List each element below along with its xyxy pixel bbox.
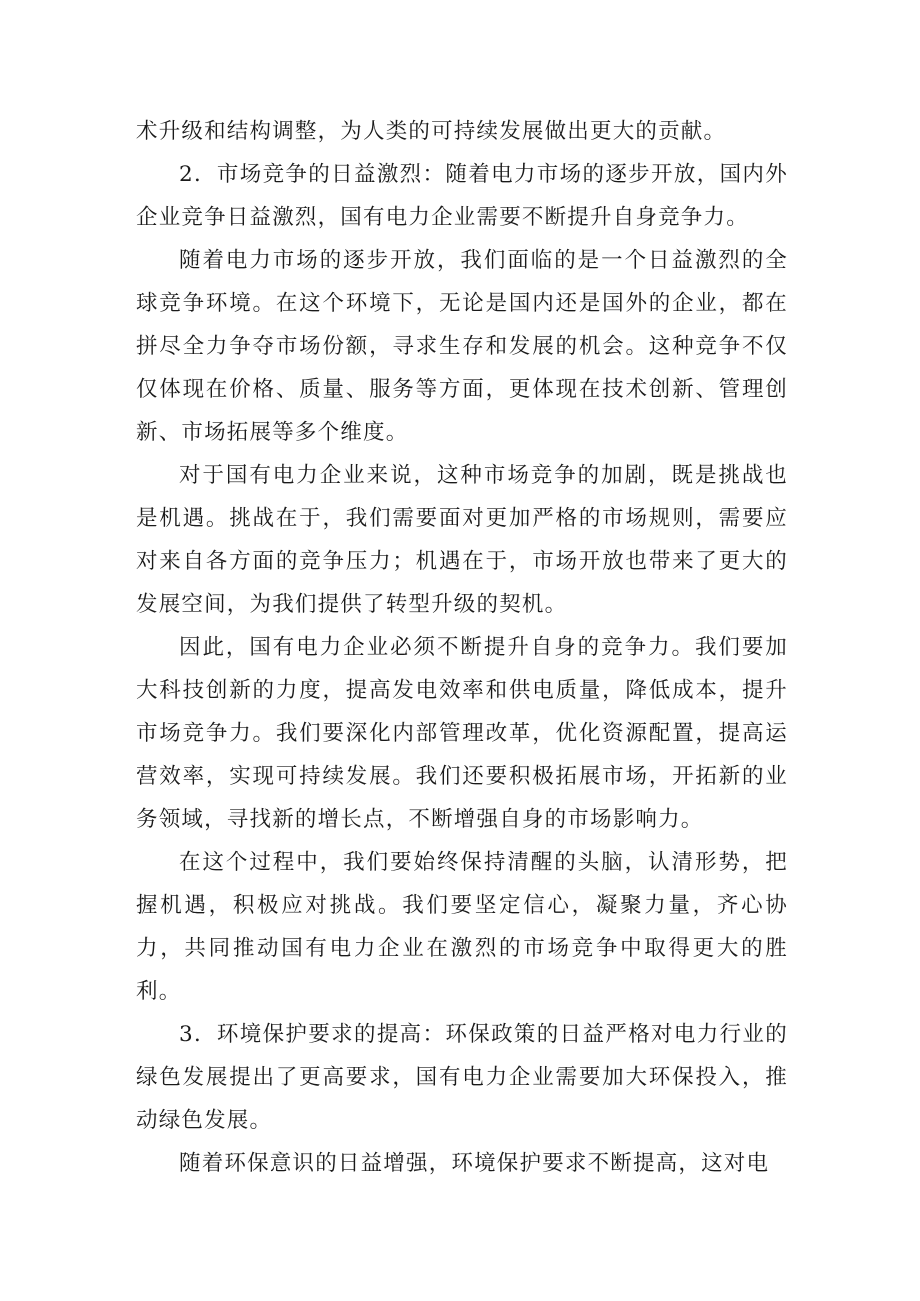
paragraph: 因此，国有电力企业必须不断提升自身的竞争力。我们要加大科技创新的力度，提高发电效率和供电质量，降低成本，提升市场竞争力。我们要深化内部管理改革，优化资源配置，提高运营效率，实现可持续发展。我们还要积极拓展市场，开拓新的业务领域，寻找新的增长点，不断增强自身的市场影响力。 — [136, 635, 788, 832]
paragraph-heading-3: 3．环境保护要求的提高：环保政策的日益严格对电力行业的绿色发展提出了更高要求，国有电力企业需要加大环保投入，推动绿色发展。 — [136, 1022, 788, 1133]
document-body — [136, 110, 788, 1185]
paragraph: 在这个过程中，我们要始终保持清醒的头脑，认清形势，把握机遇，积极应对挑战。我们要坚定信心，凝聚力量，齐心协力，共同推动国有电力企业在激烈的市场竞争中取得更大的胜利。 — [136, 850, 788, 1004]
paragraph-heading-2: 2．市场竞争的日益激烈：随着电力市场的逐步开放，国内外企业竞争日益激烈，国有电力企业需要不断提升自身竞争力。 — [136, 162, 788, 230]
paragraph-truncated: 随着环保意识的日益增强，环境保护要求不断提高，这对电 — [179, 1151, 770, 1176]
paragraph: 对于国有电力企业来说，这种市场竞争的加剧，既是挑战也是机遇。挑战在于，我们需要面对更加严格的市场规则，需要应对来自各方面的竞争压力；机遇在于，市场开放也带来了更大的发展空间，为我们提供了转型升级的契机。 — [136, 463, 788, 617]
paragraph-continued: 术升级和结构调整，为人类的可持续发展做出更大的贡献。 — [136, 119, 727, 144]
paragraph: 随着电力市场的逐步开放，我们面临的是一个日益激烈的全球竞争环境。在这个环境下，无论是国内还是国外的企业，都在拼尽全力争夺市场份额，寻求生存和发展的机会。这种竞争不仅仅体现在价格、质量、服务等方面，更体现在技术创新、管理创新、市场拓展等多个维度。 — [136, 248, 788, 445]
